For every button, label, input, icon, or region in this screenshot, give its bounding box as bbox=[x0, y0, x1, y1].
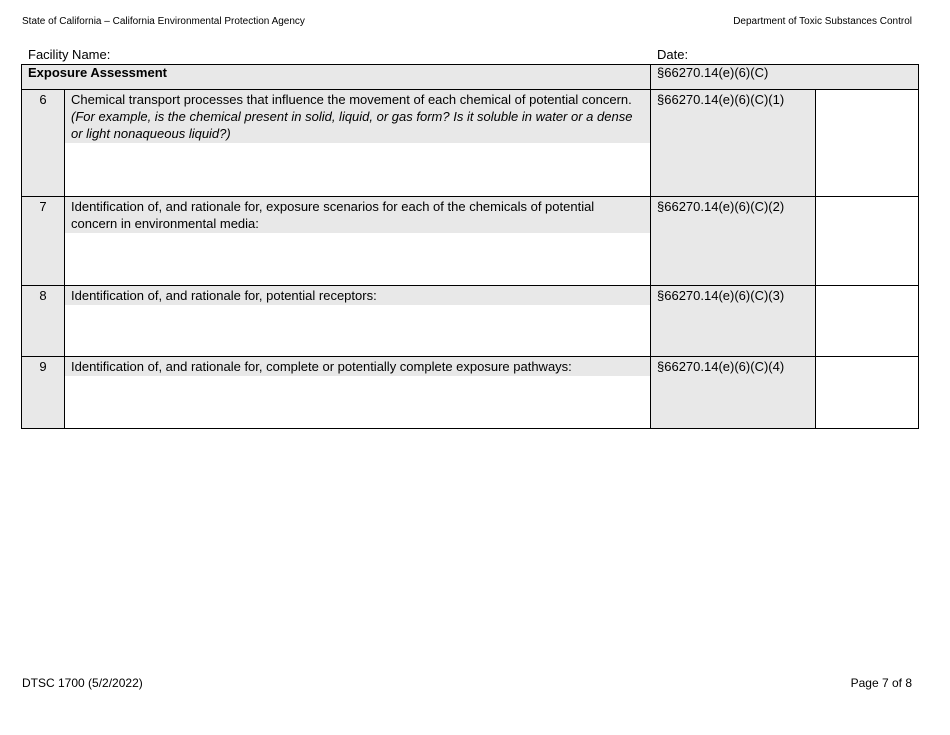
table-row bbox=[22, 357, 919, 429]
response-cell[interactable] bbox=[816, 286, 919, 357]
question-cell[interactable] bbox=[65, 286, 651, 357]
page-number: Page 7 of 8 bbox=[850, 676, 912, 690]
table-row bbox=[22, 197, 919, 286]
question-text: Identification of, and rationale for, complete or potentially complete exposure pathways: bbox=[65, 357, 650, 376]
exposure-assessment-table bbox=[21, 64, 919, 429]
question-cell[interactable] bbox=[65, 90, 651, 197]
row-number: 7 bbox=[22, 197, 65, 286]
row-number: 6 bbox=[22, 90, 65, 197]
question-example: (For example, is the chemical present in solid, liquid, or gas form? Is it soluble in water or a dense or light nonaqueous liquid?) bbox=[71, 109, 633, 141]
table-row bbox=[22, 286, 919, 357]
response-cell[interactable] bbox=[816, 357, 919, 429]
row-citation: §66270.14(e)(6)(C)(2) bbox=[651, 197, 816, 286]
row-citation: §66270.14(e)(6)(C)(4) bbox=[651, 357, 816, 429]
form-id: DTSC 1700 (5/2/2022) bbox=[22, 676, 143, 690]
question-text bbox=[65, 90, 650, 143]
row-number: 8 bbox=[22, 286, 65, 357]
response-cell[interactable] bbox=[816, 90, 919, 197]
question-text: Identification of, and rationale for, potential receptors: bbox=[65, 286, 650, 305]
question-cell[interactable] bbox=[65, 357, 651, 429]
question-cell[interactable] bbox=[65, 197, 651, 286]
facility-name-label: Facility Name: bbox=[28, 47, 111, 62]
question-text: Identification of, and rationale for, exposure scenarios for each of the chemicals of potential concern in environmental media: bbox=[65, 197, 650, 233]
section-header-row bbox=[22, 65, 919, 90]
section-title: Exposure Assessment bbox=[22, 65, 651, 90]
header-agency: State of California – California Environmental Protection Agency bbox=[22, 16, 305, 27]
table-row bbox=[22, 90, 919, 197]
section-citation: §66270.14(e)(6)(C) bbox=[651, 65, 919, 90]
question-main: Chemical transport processes that influence the movement of each chemical of potential concern. bbox=[71, 92, 632, 107]
header-department: Department of Toxic Substances Control bbox=[733, 16, 912, 27]
row-citation: §66270.14(e)(6)(C)(1) bbox=[651, 90, 816, 197]
response-cell[interactable] bbox=[816, 197, 919, 286]
date-label: Date: bbox=[657, 47, 689, 62]
row-citation: §66270.14(e)(6)(C)(3) bbox=[651, 286, 816, 357]
row-number: 9 bbox=[22, 357, 65, 429]
